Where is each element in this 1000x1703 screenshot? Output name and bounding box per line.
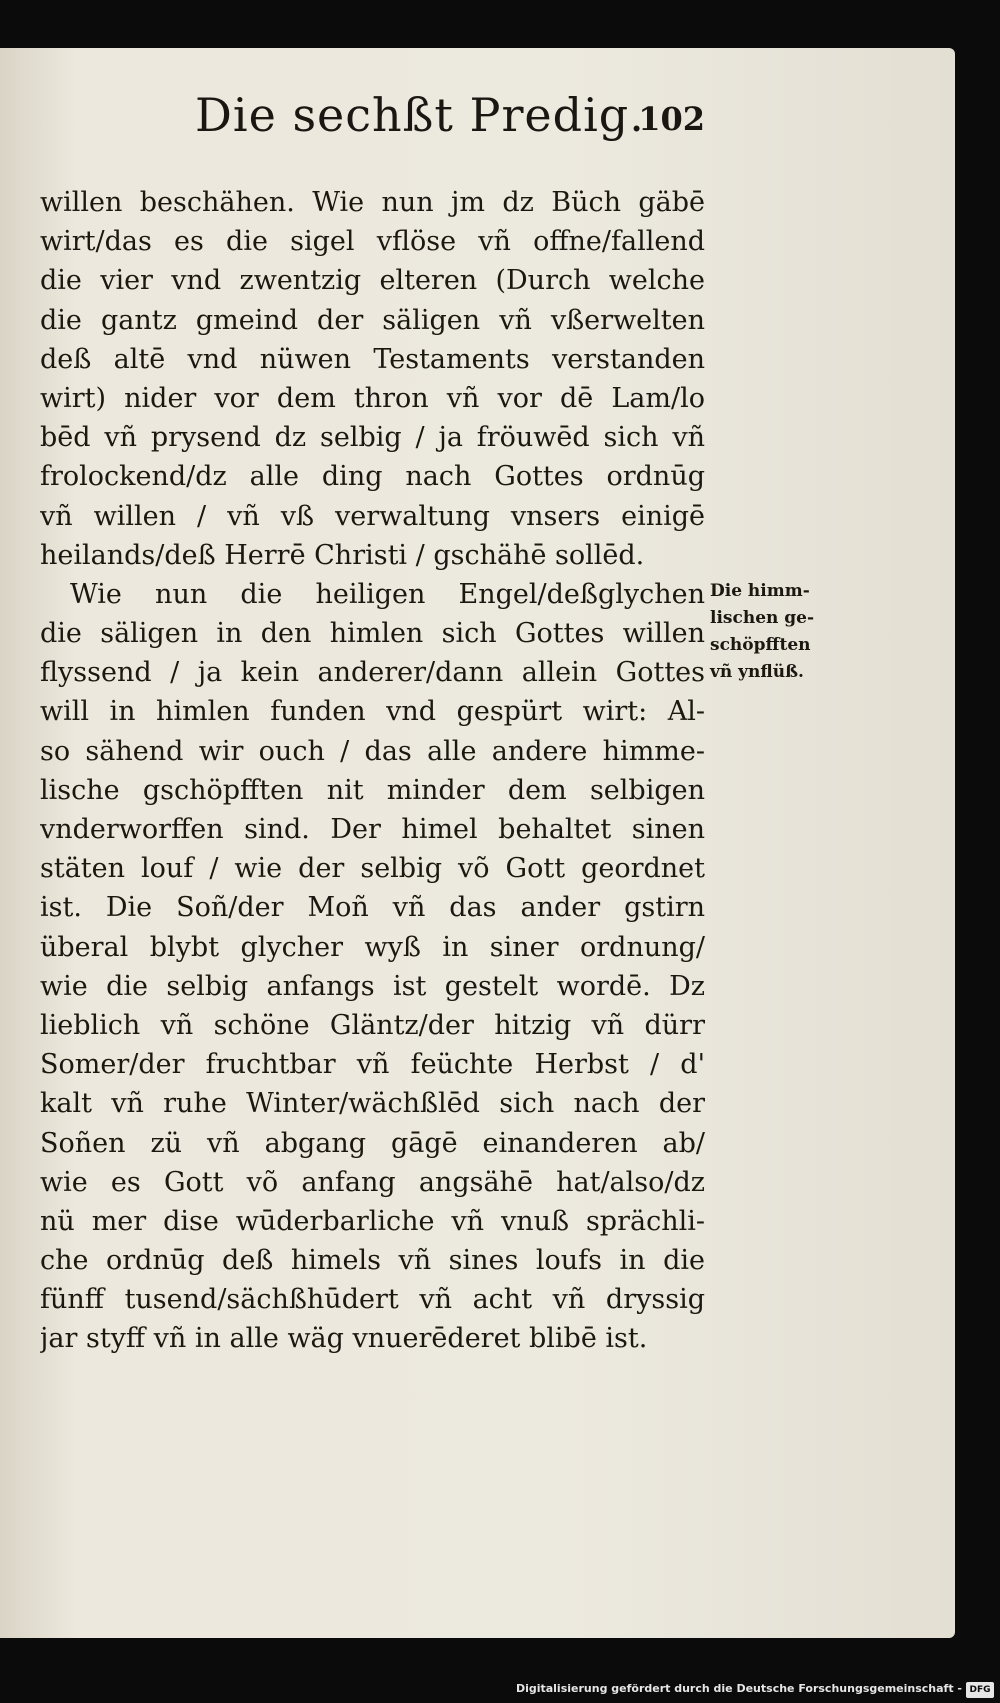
running-title: Die sechßt Predig. (195, 88, 645, 142)
text-line: stäten louf / wie der selbig võ Gott geordnet (40, 853, 705, 885)
text-line: wie es Gott võ anfang angsähē hat/also/dz (40, 1166, 705, 1198)
text-line: Wie nun die heiligen Engel/deßglychen (70, 578, 705, 610)
marginal-note (710, 578, 855, 686)
page-header (195, 88, 705, 158)
text-line: ist. Die Soñ/der Moñ vñ das ander gstirn (40, 892, 705, 924)
text-line: will in himlen funden vnd gespürt wirt: Al- (40, 696, 705, 728)
text-line: vnderworffen sind. Der himel behaltet sinen (40, 814, 705, 845)
text-line: vñ willen / vñ vß verwaltung vnsers einigē (40, 500, 705, 532)
marginal-line: vñ ynflüß. (710, 662, 804, 682)
digitization-credit: Digitalisierung gefördert durch die Deutsche Forschungsgemeinschaft - (515, 1682, 962, 1695)
dfg-logo: DFG (966, 1682, 994, 1698)
text-line: wie die selbig anfangs ist gestelt wordē. Dz (40, 970, 705, 1002)
text-line: Somer/der fruchtbar vñ feüchte Herbst / d' (40, 1049, 705, 1081)
text-line: willen beschähen. Wie nun jm dz Büch gäbē (40, 187, 705, 218)
marginal-line: lischen ge- (710, 608, 815, 628)
text-line: lische gschöpfften nit minder dem selbigen (40, 774, 705, 806)
text-line: überal blybt glycher wyß in siner ordnung/ (40, 931, 705, 963)
text-line: deß altē vnd nüwen Testaments verstanden (40, 343, 705, 375)
text-line: so sähend wir ouch / das alle andere himme- (40, 735, 705, 767)
text-line: die vier vnd zwentzig elteren (Durch welche (40, 265, 705, 297)
marginal-line: Die himm- (710, 581, 810, 601)
text-line: frolockend/dz alle ding nach Gottes ordnūg (40, 461, 705, 493)
text-line: bēd vñ prysend dz selbig / ja fröuwēd sich vñ (40, 422, 705, 454)
text-line: nü mer dise wūderbarliche vñ vnuß sprächli- (40, 1205, 705, 1237)
text-line: kalt vñ ruhe Winter/wächßlēd sich nach der (40, 1088, 705, 1120)
text-line: die gantz gmeind der säligen vñ vßerwelten (40, 304, 705, 336)
text-line: flyssend / ja kein anderer/dann allein Gottes (40, 657, 705, 689)
text-line: fünff tusend/sächßhūdert vñ acht vñ dryssig (40, 1284, 705, 1316)
text-line: die säligen in den himlen sich Gottes willen (40, 618, 705, 650)
text-line: lieblich vñ schöne Gläntz/der hitzig vñ dürr (40, 1009, 705, 1041)
text-line: heilands/deß Herrē Christi / gschähē sollēd. (40, 539, 645, 571)
marginal-line: schöpfften (710, 635, 811, 655)
text-line: jar styff vñ in alle wäg vnuerēderet blibē ist. (40, 1323, 648, 1355)
text-line: wirt/das es die sigel vflöse vñ offne/fallend (40, 226, 705, 258)
footer-band (0, 1680, 1000, 1703)
text-line: che ordnūg deß himels vñ sines loufs in die (40, 1245, 705, 1277)
text-line: Soñen zü vñ abgang gāgē einanderen ab/ (40, 1127, 705, 1159)
text-line: wirt) nider vor dem thron vñ vor dē Lam/lo (40, 382, 705, 414)
body-text (40, 183, 705, 1359)
folio-number: 102 (638, 100, 705, 138)
